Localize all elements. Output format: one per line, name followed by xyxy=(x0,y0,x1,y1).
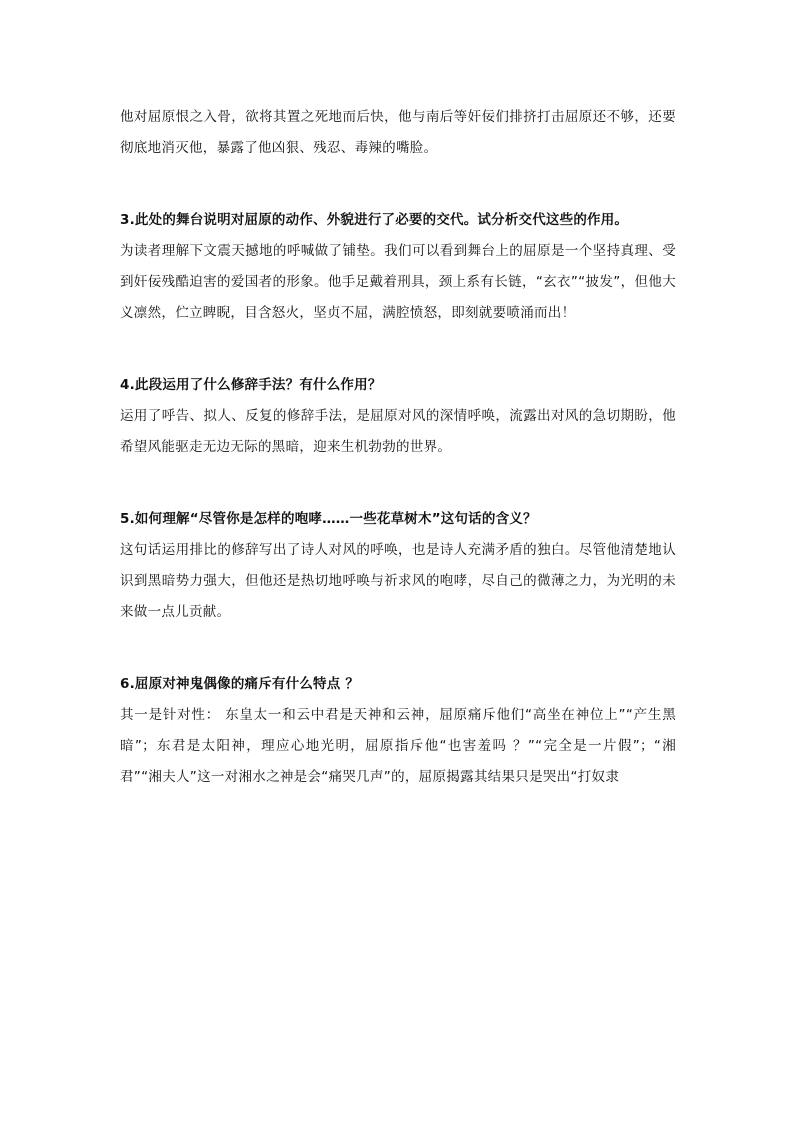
answer-3: 为读者理解下文震天撼地的呼喊做了铺垫。我们可以看到舞台上的屈原是一个坚持真理、受到奸佞残酷迫害的爱国者的形象。他手足戴着刑具，颈上系有长链，“玄衣”“披发”，但他大义凛然，伫立睥睨，目含怒火，坚贞不屈，满腔愤怒，即刻就要喷涌而出！ xyxy=(120,243,676,321)
question-5: 5.如何理解“尽管你是怎样的咆哮……一些花草树木”这句话的含义？ xyxy=(120,511,537,527)
question-3: 3.此处的舞台说明对屈原的动作、外貌进行了必要的交代。试分析交代这些的作用。 xyxy=(120,212,629,228)
document-content xyxy=(120,102,676,793)
answer-4: 运用了呼告、拟人、反复的修辞手法，是屈原对风的深情呼唤，流露出对风的急切期盼，他希望风能驱走无边无际的黑暗，迎来生机勃勃的世界。 xyxy=(120,408,676,455)
answer-paragraph-1: 他对屈原恨之入骨，欲将其置之死地而后快，他与南后等奸佞们排挤打击屈原还不够，还要彻底地消灭他，暴露了他凶狠、残忍、毒辣的嘴脸。 xyxy=(120,109,676,156)
answer-6: 其一是针对性： 东皇太一和云中君是天神和云神，屈原痛斥他们“高坐在神位上”“产生黑暗”；东君是太阳神，理应心地光明，屈原指斥他“也害羞吗 ？”“完全是一片假”；“湘君”“湘夫人”这一对湘水之神是会“痛哭几声”的，屈原揭露其结果只是哭出“打奴隶 xyxy=(120,707,676,785)
question-4: 4.此段运用了什么修辞手法？有什么作用？ xyxy=(120,377,382,393)
question-6: 6.屈原对神鬼偶像的痛斥有什么特点 ？ xyxy=(120,676,360,692)
answer-5: 这句话运用排比的修辞写出了诗人对风的呼唤，也是诗人充满矛盾的独白。尽管他清楚地认识到黑暗势力强大，但他还是热切地呼唤与祈求风的咆哮，尽自己的微薄之力，为光明的未来做一点儿贡献。 xyxy=(120,542,676,620)
